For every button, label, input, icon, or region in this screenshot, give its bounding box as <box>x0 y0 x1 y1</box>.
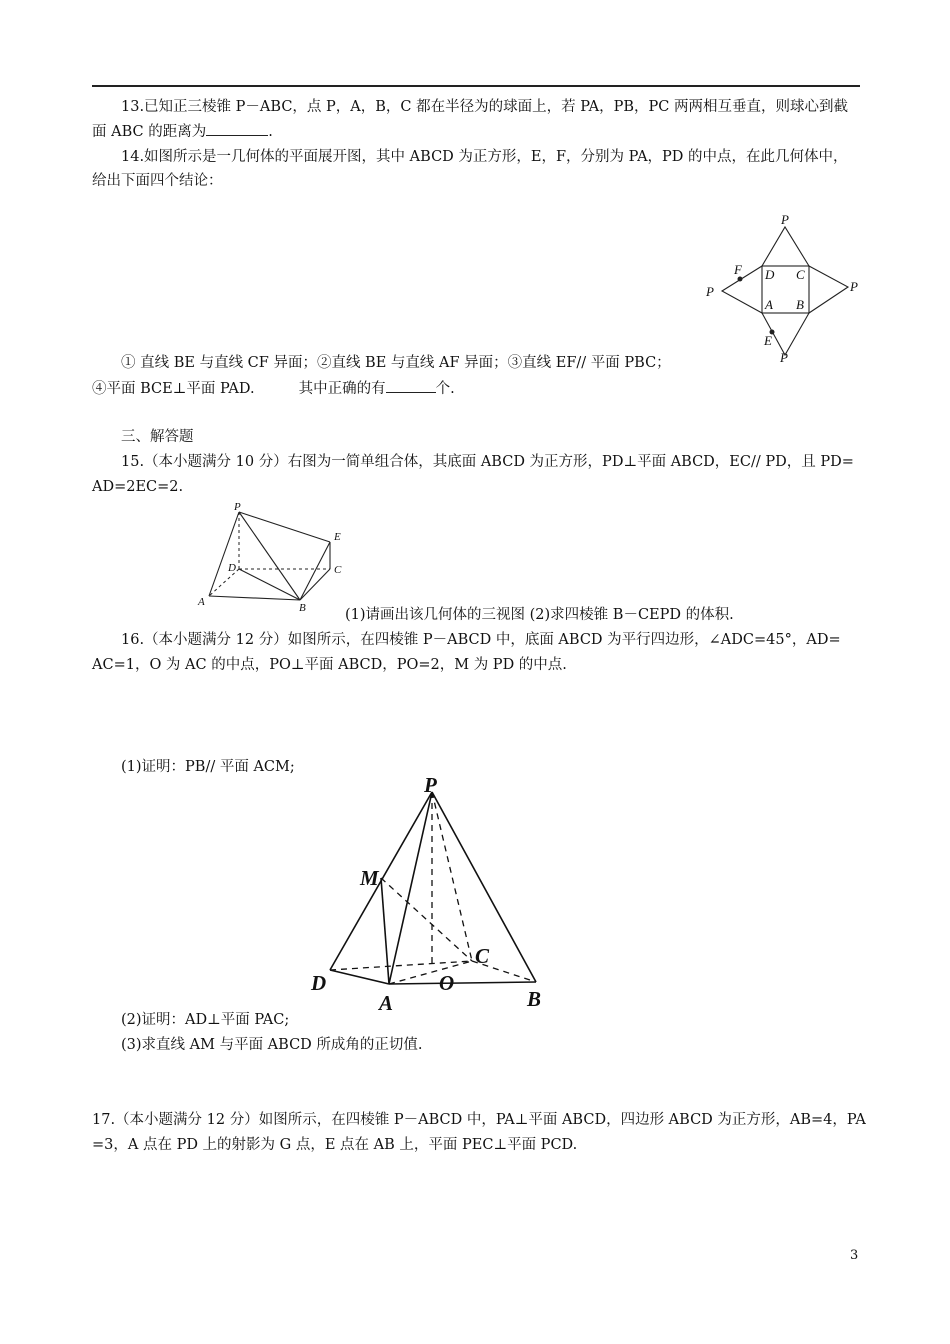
label-b: B <box>796 297 804 312</box>
q14-line4 <box>92 377 455 400</box>
point-f <box>738 277 743 282</box>
q14-line1: 14.如图所示是一几何体的平面展开图，其中 ABCD 为正方形，E，F，分别为 PA，PD 的中点，在此几何体中， <box>121 149 848 165</box>
q16-sub1: (1)证明：PB// 平面 ACM; <box>121 759 295 775</box>
q17-line2: =3，A 点在 PD 上的射影为 G 点，E 点在 AB 上，平面 PEC⊥平面 PCD. <box>92 1137 578 1153</box>
label-p-top: P <box>781 215 789 227</box>
q15-line1: 15.（本小题满分 10 分）右图为一简单组合体，其底面 ABCD 为正方形，PD⊥平面 ABCD，EC// PD，且 PD= <box>121 454 854 470</box>
q14-answer-blank <box>386 377 436 393</box>
q14-line2: 给出下面四个结论： <box>92 173 223 189</box>
label-c: C <box>796 267 805 282</box>
label-p: P <box>234 501 241 513</box>
section-title: 三、解答题 <box>121 429 194 445</box>
q16-sub3: (3)求直线 AM 与平面 ABCD 所成角的正切值. <box>121 1037 423 1053</box>
label-p-bottom: P <box>780 350 788 365</box>
q17-line1: 17.（本小题满分 12 分）如图所示，在四棱锥 P－ABCD 中，PA⊥平面 ABCD，四边形 ABCD 为正方形，AB=4，PA <box>92 1112 866 1128</box>
label-b: B <box>299 602 306 614</box>
label-d: D <box>228 562 236 574</box>
header-rule <box>92 85 860 87</box>
label-p-left: P <box>706 284 714 299</box>
label-f: F <box>734 262 742 277</box>
label-d: D <box>765 267 775 282</box>
label-m: M <box>360 866 379 890</box>
label-a: A <box>379 991 394 1012</box>
q14-conclusion-4: ④平面 BCE⊥平面 PAD. <box>92 381 255 397</box>
page-number: 3 <box>850 1248 859 1263</box>
label-d: D <box>311 971 327 995</box>
q13-text: 面 ABC 的距离为 <box>92 124 207 140</box>
q16-pyramid-figure <box>305 772 555 1012</box>
q14-net-figure <box>700 215 870 370</box>
label-c: C <box>475 944 490 968</box>
q16-line1: 16.（本小题满分 12 分）如图所示，在四棱锥 P－ABCD 中，底面 ABCD 为平行四边形，∠ADC=45°，AD= <box>121 632 841 648</box>
label-p-right: P <box>850 279 858 294</box>
label-e: E <box>334 531 341 543</box>
q15-solid-figure <box>192 500 352 615</box>
q15-line2: AD=2EC=2. <box>92 479 184 495</box>
q13-line1: 13.已知正三棱锥 P－ABC，点 P，A，B，C 都在半径为的球面上，若 PA，PB，PC 两两相互垂直，则球心到截 <box>121 99 848 115</box>
label-p: P <box>424 773 437 797</box>
label-b: B <box>527 987 542 1011</box>
label-e: E <box>764 333 772 348</box>
q13-end: . <box>268 124 273 140</box>
label-a: A <box>765 297 773 312</box>
q14-end: 个. <box>435 381 455 397</box>
q16-line2: AC=1，O 为 AC 的中点，PO⊥平面 ABCD，PO=2，M 为 PD 的中点. <box>92 657 567 673</box>
q14-line3: ① 直线 BE 与直线 CF 异面；②直线 BE 与直线 AF 异面；③直线 EF// 平面 PBC； <box>121 355 671 371</box>
q16-sub2: (2)证明：AD⊥平面 PAC; <box>121 1012 290 1028</box>
q13-answer-blank <box>206 120 268 136</box>
q14-question: 其中正确的有 <box>298 381 386 397</box>
label-c: C <box>334 564 342 576</box>
q15-subquestions: (1)请画出该几何体的三视图 (2)求四棱锥 B－CEPD 的体积. <box>345 607 734 623</box>
q13-line2 <box>92 120 273 143</box>
label-o: O <box>439 971 455 995</box>
label-a: A <box>198 596 205 608</box>
